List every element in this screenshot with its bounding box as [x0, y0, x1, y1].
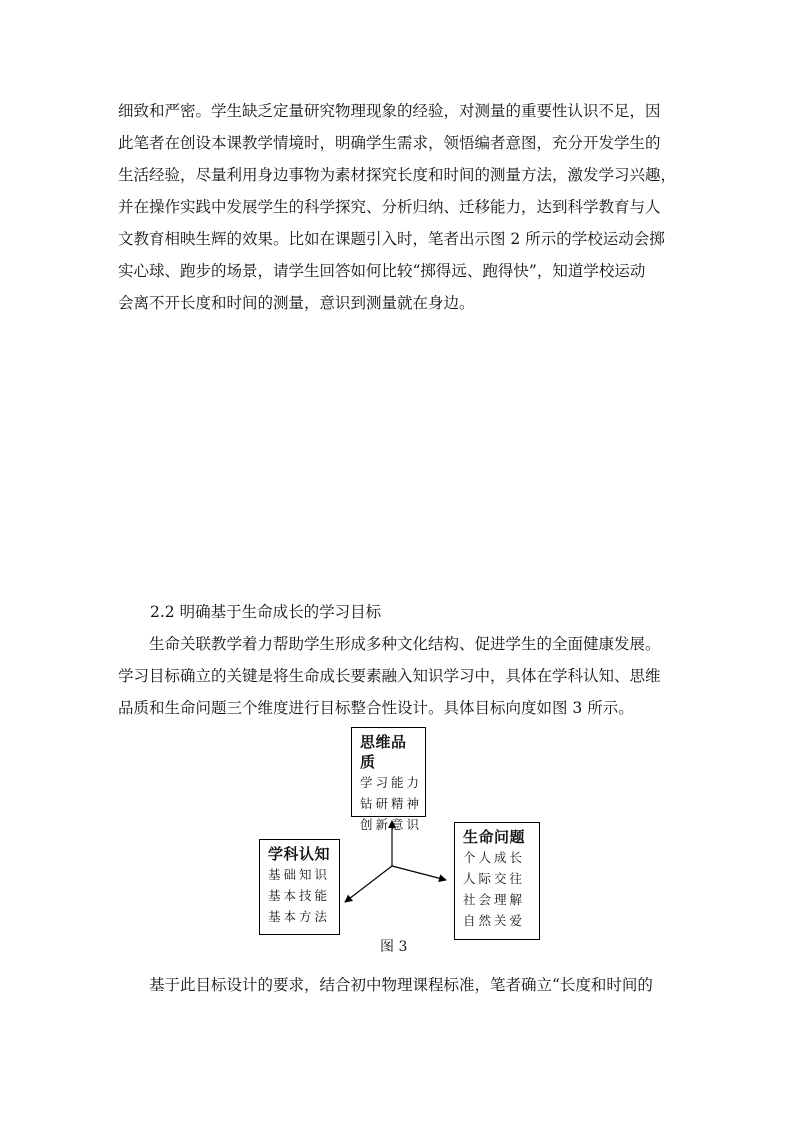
- box-title: 生命问题: [463, 828, 526, 846]
- text-line: 会离不开长度和时间的测量，意识到测量就在身边。: [118, 294, 475, 312]
- box-title: 思维品质: [360, 733, 407, 771]
- figure-caption: 图 3: [380, 939, 408, 955]
- paragraph-2: [118, 628, 678, 724]
- text-line: 并在操作实践中发展学生的科学探究、分析归纳、迁移能力，达到科学教育与人: [118, 198, 661, 216]
- paragraph-3: [118, 969, 678, 1001]
- text-line: 此笔者在创设本课教学情境时，明确学生需求，领悟编者意图，充分开发学生的: [118, 134, 661, 152]
- text-line: 学习目标确立的关键是将生命成长要素融入知识学习中，具体在学科认知、思维: [118, 667, 661, 685]
- box-item: 创新意识: [360, 817, 423, 832]
- box-item: 钻研精神: [360, 796, 423, 811]
- paragraph-1: [118, 95, 678, 319]
- box-item: 基础知识: [268, 867, 331, 882]
- text-line: 细致和严密。学生缺乏定量研究物理现象的经验，对测量的重要性认识不足，因: [118, 102, 661, 120]
- text-line: 基于此目标设计的要求，结合初中物理课程标准，笔者确立“长度和时间的: [118, 976, 653, 994]
- box-item: 社会理解: [463, 892, 526, 907]
- section-heading: 2.2 明确基于生命成长的学习目标: [150, 603, 382, 621]
- life-issues-box: [454, 822, 540, 940]
- text-line: 实心球、跑步的场景，请学生回答如何比较“掷得远、跑得快”，知道学校运动: [118, 262, 646, 280]
- box-item: 基本技能: [268, 888, 331, 903]
- text-line: 文教育相映生辉的效果。比如在课题引入时，笔者出示图 2 所示的学校运动会掷: [118, 230, 665, 248]
- box-item: 个人成长: [463, 850, 526, 865]
- thinking-quality-box: [351, 727, 426, 832]
- text-line: 生命关联教学着力帮助学生形成多种文化结构、促进学生的全面健康发展。: [118, 635, 661, 653]
- box-title: 学科认知: [268, 845, 331, 863]
- box-item: 人际交往: [463, 871, 526, 886]
- text-line: 生活经验，尽量利用身边事物为素材探究长度和时间的测量方法，激发学习兴趣，: [118, 166, 677, 184]
- arrow-left-down: [345, 866, 392, 902]
- subject-cognition-box: [259, 839, 340, 935]
- text-line: 品质和生命问题三个维度进行目标整合性设计。具体目标向度如图 3 所示。: [118, 699, 634, 717]
- box-item: 学习能力: [360, 775, 423, 790]
- arrow-right: [392, 866, 446, 880]
- box-item: 自然关爱: [463, 913, 526, 928]
- box-item: 基本方法: [268, 909, 331, 924]
